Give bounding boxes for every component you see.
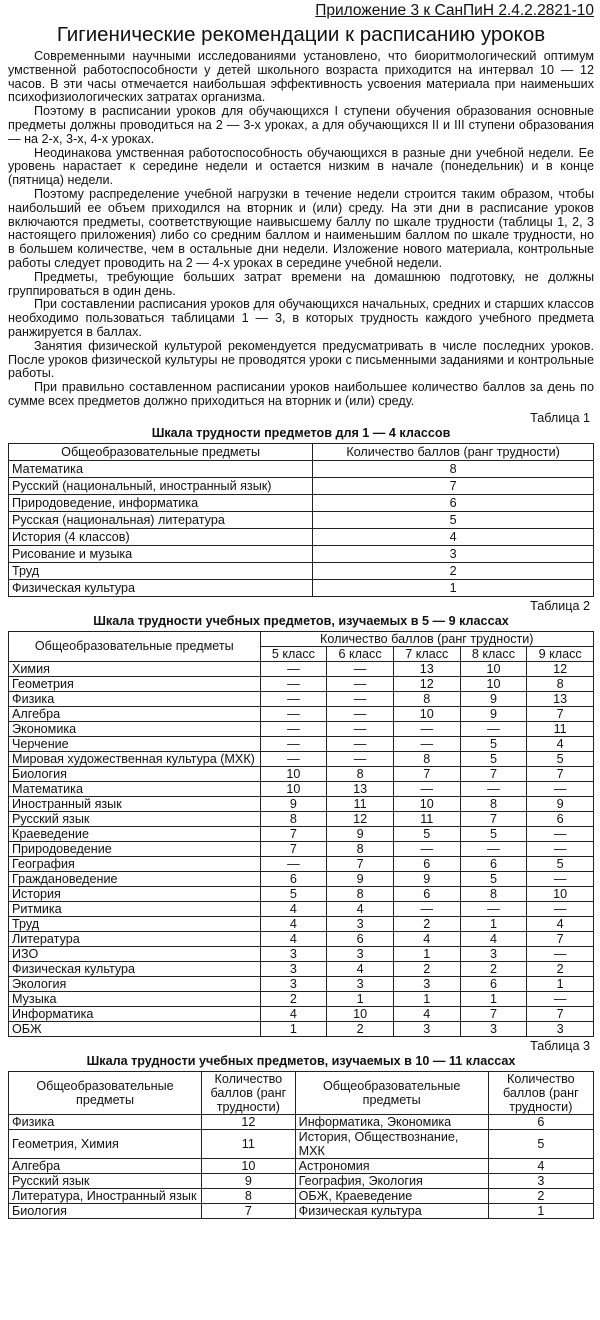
table2-row [9,991,594,1006]
table2-subject-cell: Химия [9,661,261,676]
table2-row [9,886,594,901]
table3-subject-cell: Биология [9,1203,202,1218]
intro-text [8,50,594,409]
table2-points-cell: 9 [327,826,394,841]
table2-points-cell: 11 [327,796,394,811]
table2-points-cell: 8 [460,796,527,811]
table2-points-cell: 5 [527,856,594,871]
table2-points-cell: — [260,856,327,871]
table2-points-cell: — [327,736,394,751]
table2-header-row [9,631,594,646]
table3-row [9,1114,594,1129]
table2-points-cell: 13 [527,691,594,706]
table1-subject-cell: История (4 классов) [9,528,313,545]
table2-row [9,676,594,691]
table2-header-subject: Общеобразовательные предметы [9,631,261,661]
table2-points-cell: 5 [527,751,594,766]
table2-row [9,1006,594,1021]
table2-points-cell: — [527,781,594,796]
table2-points-cell: 3 [460,946,527,961]
table2-points-cell: 1 [260,1021,327,1036]
paragraph: Современными научными исследованиями установлено, что биоритмологический оптимум умственной работоспособности у детей школьного возраста приходится на интервал 10 — 12 часов. В эти часы отмечается наибольшая эффективность усвоения материала при наименьших психофизиологических затратах организма. [8,49,594,105]
table2-subject-cell: Иностранный язык [9,796,261,811]
table2-points-cell: — [393,841,460,856]
table1 [8,443,594,597]
table2-row [9,691,594,706]
table2-row [9,766,594,781]
paragraph: Поэтому распределение учебной нагрузки в течение недели строится таким образом, чтобы наибольший ее объем приходился на вторник и (или) среду. На эти дни в расписание уроков включаются предметы, соответствующие наивысшему баллу по шкале трудности (таблицы 1, 2, 3 настоящего приложения) либо со средним баллом и наименьшим баллом по шкале трудности, но в большем количестве, чем в остальные дни недели. Изложение нового материала, контрольные работы следует проводить на 2 — 4-х уроках в середине учебной недели. [8,186,594,270]
table1-points-cell: 4 [313,528,594,545]
table2-points-cell: 3 [393,1021,460,1036]
table2-subject-cell: Геометрия [9,676,261,691]
table2-subject-cell: Математика [9,781,261,796]
table2-points-cell: — [460,841,527,856]
table3-header-points-left: Количество баллов (ранг трудности) [202,1071,296,1114]
table2-points-cell: 6 [393,856,460,871]
table2-points-cell: 7 [527,706,594,721]
table3-subject-cell: История, Обществознание, МХК [295,1129,488,1158]
table2-points-cell: — [393,781,460,796]
table3-points-cell: 8 [202,1188,296,1203]
table2-points-cell: 6 [327,931,394,946]
table2-points-cell: 3 [393,976,460,991]
table2-points-cell: 10 [460,676,527,691]
table2-grade-header: 8 класс [460,646,527,661]
table2-points-cell: 11 [527,721,594,736]
table2-points-cell: 2 [393,961,460,976]
table3-subject-cell: Геометрия, Химия [9,1129,202,1158]
table2-label: Таблица 2 [530,598,590,613]
table2-subject-cell: Граждановедение [9,871,261,886]
table3-header-points-right: Количество баллов (ранг трудности) [488,1071,593,1114]
paragraph: Предметы, требующие больших затрат времени на домашнюю подготовку, не должны группироваться в один день. [8,269,594,298]
table2-row [9,841,594,856]
table3-row [9,1203,594,1218]
paragraph: Занятия физической культурой рекомендуется предусматривать в числе последних уроков. После уроков физической культуры не проводятся уроки с письменными заданиями и контрольные работы. [8,338,594,381]
table2-points-cell: — [327,751,394,766]
table1-body [9,460,594,596]
table1-points-cell: 5 [313,511,594,528]
table2-points-cell: 7 [260,826,327,841]
table2-points-cell: — [527,991,594,1006]
table2-points-cell: 6 [527,811,594,826]
table2-points-cell: 8 [260,811,327,826]
table1-subject-cell: Рисование и музыка [9,545,313,562]
table3-label: Таблица 3 [530,1038,590,1053]
table3-header-subject-right: Общеобразовательные предметы [295,1071,488,1114]
table1-row [9,511,594,528]
table3-subject-cell: Информатика, Экономика [295,1114,488,1129]
table2-header-points: Количество баллов (ранг трудности) [260,631,593,646]
table2-row [9,871,594,886]
table2-points-cell: 7 [393,766,460,781]
table1-row [9,477,594,494]
table2-points-cell: 8 [327,766,394,781]
table2-points-cell: 6 [460,976,527,991]
table2-points-cell: 5 [460,871,527,886]
table2-points-cell: 8 [393,751,460,766]
table2-subject-cell: Физическая культура [9,961,261,976]
table2-row [9,721,594,736]
table2-points-cell: 5 [460,826,527,841]
table2-points-cell: 6 [393,886,460,901]
table2-points-cell: — [527,826,594,841]
table2-points-cell: 7 [527,931,594,946]
table2-points-cell: 6 [460,856,527,871]
table2-points-cell: 8 [393,691,460,706]
table1-row [9,460,594,477]
table2-row [9,706,594,721]
table2-points-cell: — [327,721,394,736]
table2-points-cell: 5 [393,826,460,841]
table1-row [9,562,594,579]
table2-points-cell: 9 [260,796,327,811]
table2-points-cell: 7 [527,766,594,781]
table2-points-cell: — [393,721,460,736]
table2-subject-cell: ОБЖ [9,1021,261,1036]
table2-row [9,751,594,766]
table2-subject-cell: Биология [9,766,261,781]
table3-row [9,1173,594,1188]
table2-points-cell: 4 [327,961,394,976]
table2-points-cell: — [460,721,527,736]
table2-row [9,781,594,796]
table2-points-cell: — [260,676,327,691]
table2-points-cell: 3 [460,1021,527,1036]
table2-points-cell: — [260,736,327,751]
table2-title: Шкала трудности учебных предметов, изучаемых в 5 — 9 классах [93,613,509,628]
table2-points-cell: 4 [260,1006,327,1021]
table2-points-cell: 6 [260,871,327,886]
table2-points-cell: 10 [527,886,594,901]
table2-grade-header: 6 класс [327,646,394,661]
table2-points-cell: 4 [527,916,594,931]
table2-subject-cell: География [9,856,261,871]
table3-points-cell: 12 [202,1114,296,1129]
table2-points-cell: 4 [527,736,594,751]
table1-row [9,494,594,511]
table3-subject-cell: Литература, Иностранный язык [9,1188,202,1203]
table2-subject-cell: ИЗО [9,946,261,961]
table3-subject-cell: Алгебра [9,1158,202,1173]
table2-row [9,946,594,961]
table2-row [9,976,594,991]
table3 [8,1071,594,1219]
table2-row [9,661,594,676]
table2-row [9,856,594,871]
table2-points-cell: 8 [327,886,394,901]
table2-points-cell: — [527,841,594,856]
table2-points-cell: — [527,946,594,961]
table2-points-cell: — [327,661,394,676]
paragraph: Неодинакова умственная работоспособность обучающихся в разные дни учебной недели. Ее уровень нарастает к середине недели и остается низким в начале (понедельник) и в конце (пятница) недели. [8,145,594,188]
table2-grade-header: 9 класс [527,646,594,661]
table2-points-cell: 7 [460,811,527,826]
table3-subject-cell: Физическая культура [295,1203,488,1218]
table3-points-cell: 10 [202,1158,296,1173]
table1-label: Таблица 1 [530,410,590,425]
table2-subject-cell: Экология [9,976,261,991]
table2-points-cell: 5 [460,736,527,751]
table2-points-cell: 12 [327,811,394,826]
table2-grade-header: 5 класс [260,646,327,661]
table1-row [9,528,594,545]
table2-subject-cell: Русский язык [9,811,261,826]
table2-points-cell: 8 [527,676,594,691]
appendix-reference: Приложение 3 к СанПиН 2.4.2.2821-10 [315,2,594,19]
table3-points-cell: 7 [202,1203,296,1218]
table1-points-cell: 8 [313,460,594,477]
table2-points-cell: 7 [460,766,527,781]
table1-points-cell: 2 [313,562,594,579]
table2-points-cell: 12 [527,661,594,676]
table1-subject-cell: Русская (национальная) литература [9,511,313,528]
table2-points-cell: 7 [260,841,327,856]
table2-points-cell: 1 [460,916,527,931]
table2-points-cell: 7 [327,856,394,871]
table3-points-cell: 1 [488,1203,593,1218]
table2-points-cell: 4 [327,901,394,916]
table2-subject-cell: Ритмика [9,901,261,916]
table2-points-cell: 13 [327,781,394,796]
table2-subject-cell: История [9,886,261,901]
table1-subject-cell: Физическая культура [9,579,313,596]
table2-points-cell: 8 [327,841,394,856]
table1-row [9,579,594,596]
table2-row [9,736,594,751]
table2-points-cell: — [260,661,327,676]
table3-body [9,1114,594,1218]
table2-subject-cell: Мировая художественная культура (МХК) [9,751,261,766]
table2-points-cell: 13 [393,661,460,676]
table2-points-cell: 3 [527,1021,594,1036]
table2-points-cell: 9 [460,691,527,706]
paragraph: При правильно составленном расписании уроков наибольшее количество баллов за день по сумме всех предметов должно приходиться на вторник и (или) среду. [8,380,594,408]
table1-header-subject: Общеобразовательные предметы [9,443,313,460]
table2-row [9,931,594,946]
table2-points-cell: 10 [460,661,527,676]
table2-points-cell: 1 [527,976,594,991]
table2-points-cell: 3 [260,976,327,991]
table2-points-cell: 2 [327,1021,394,1036]
table3-points-cell: 2 [488,1188,593,1203]
table1-points-cell: 3 [313,545,594,562]
paragraph: При составлении расписания уроков для обучающихся начальных, средних и старших классов необходимо пользоваться таблицами 1 — 3, в которых трудность каждого учебного предмета ранжируется в баллах. [8,297,594,339]
table2-points-cell: — [393,901,460,916]
table2-points-cell: 7 [527,1006,594,1021]
table1-subject-cell: Русский (национальный, иностранный язык) [9,477,313,494]
table1-subject-cell: Природоведение, информатика [9,494,313,511]
table2-subject-cell: Труд [9,916,261,931]
table3-subject-cell: Астрономия [295,1158,488,1173]
table3-points-cell: 5 [488,1129,593,1158]
table3-points-cell: 3 [488,1173,593,1188]
table2-points-cell: 4 [260,901,327,916]
table2-points-cell: — [327,706,394,721]
table3-subject-cell: География, Экология [295,1173,488,1188]
table3-subject-cell: ОБЖ, Краеведение [295,1188,488,1203]
table2-row [9,1021,594,1036]
table2-points-cell: 10 [327,1006,394,1021]
table2-row [9,961,594,976]
table2-points-cell: — [460,901,527,916]
table2-points-cell: 1 [393,946,460,961]
table2-points-cell: 9 [460,706,527,721]
table3-header-row [9,1071,594,1114]
table1-points-cell: 6 [313,494,594,511]
table2-points-cell: 10 [393,796,460,811]
table1-points-cell: 1 [313,579,594,596]
table2-points-cell: — [260,706,327,721]
table2-points-cell: 2 [460,961,527,976]
table2-points-cell: — [260,721,327,736]
table2-subject-cell: Физика [9,691,261,706]
table2-row [9,916,594,931]
table2-subject-cell: Литература [9,931,261,946]
table2-points-cell: 3 [327,916,394,931]
table3-row [9,1158,594,1173]
table3-points-cell: 11 [202,1129,296,1158]
table1-row [9,545,594,562]
table2-points-cell: 9 [527,796,594,811]
table2-body [9,661,594,1036]
table2-grade-header: 7 класс [393,646,460,661]
table2-points-cell: 10 [393,706,460,721]
table2-points-cell: 4 [460,931,527,946]
table2-subject-cell: Информатика [9,1006,261,1021]
table2-row [9,826,594,841]
table3-title: Шкала трудности учебных предметов, изучаемых в 10 — 11 классах [86,1053,516,1068]
table2-points-cell: 4 [393,931,460,946]
table2-subject-cell: Природоведение [9,841,261,856]
table2-points-cell: 7 [460,1006,527,1021]
table2-points-cell: 2 [393,916,460,931]
table3-points-cell: 6 [488,1114,593,1129]
table1-header-points: Количество баллов (ранг трудности) [313,443,594,460]
table2-points-cell: 10 [260,781,327,796]
table2-points-cell: 3 [260,946,327,961]
table2-points-cell: — [260,751,327,766]
table2-points-cell: — [393,736,460,751]
table3-subject-cell: Физика [9,1114,202,1129]
table2-points-cell: 4 [260,916,327,931]
table3-points-cell: 4 [488,1158,593,1173]
table2-points-cell: 9 [327,871,394,886]
table3-row [9,1188,594,1203]
table1-subject-cell: Труд [9,562,313,579]
table2-subject-cell: Краеведение [9,826,261,841]
table2-points-cell: 3 [327,976,394,991]
document-title: Гигиенические рекомендации к расписанию уроков [56,23,546,46]
table1-points-cell: 7 [313,477,594,494]
table1-title: Шкала трудности предметов для 1 — 4 классов [151,425,451,440]
table2-points-cell: 3 [260,961,327,976]
table2-points-cell: — [327,691,394,706]
table2-points-cell: 11 [393,811,460,826]
table2-points-cell: 5 [460,751,527,766]
table2-points-cell: 4 [260,931,327,946]
table3-points-cell: 9 [202,1173,296,1188]
table3-header-subject-left: Общеобразовательные предметы [9,1071,202,1114]
table2-points-cell: — [527,901,594,916]
table2-points-cell: 10 [260,766,327,781]
table2-points-cell: 2 [260,991,327,1006]
table1-subject-cell: Математика [9,460,313,477]
table2-row [9,901,594,916]
table2-points-cell: — [327,676,394,691]
table2-row [9,811,594,826]
table2-row [9,796,594,811]
table2-points-cell: 2 [527,961,594,976]
table2-points-cell: 1 [393,991,460,1006]
table2-subject-cell: Черчение [9,736,261,751]
table2-points-cell: 4 [393,1006,460,1021]
table2-points-cell: 3 [327,946,394,961]
table2-points-cell: — [260,691,327,706]
table2-points-cell: 1 [460,991,527,1006]
table3-row [9,1129,594,1158]
table2-subject-cell: Музыка [9,991,261,1006]
table2-points-cell: — [527,871,594,886]
table2-points-cell: 8 [460,886,527,901]
table2-points-cell: 1 [327,991,394,1006]
table2-subject-cell: Алгебра [9,706,261,721]
table2-points-cell: — [460,781,527,796]
table2-points-cell: 5 [260,886,327,901]
table1-header-row [9,443,594,460]
table2 [8,631,594,1037]
table2-points-cell: 9 [393,871,460,886]
table2-subject-cell: Экономика [9,721,261,736]
paragraph: Поэтому в расписании уроков для обучающихся I ступени обучения образования основные предметы должны проводиться на 2 — 3-х уроках, а для обучающихся II и III ступени образования — на 2-х, 3-х, 4-х уроках. [8,104,594,146]
table2-points-cell: 12 [393,676,460,691]
table3-subject-cell: Русский язык [9,1173,202,1188]
